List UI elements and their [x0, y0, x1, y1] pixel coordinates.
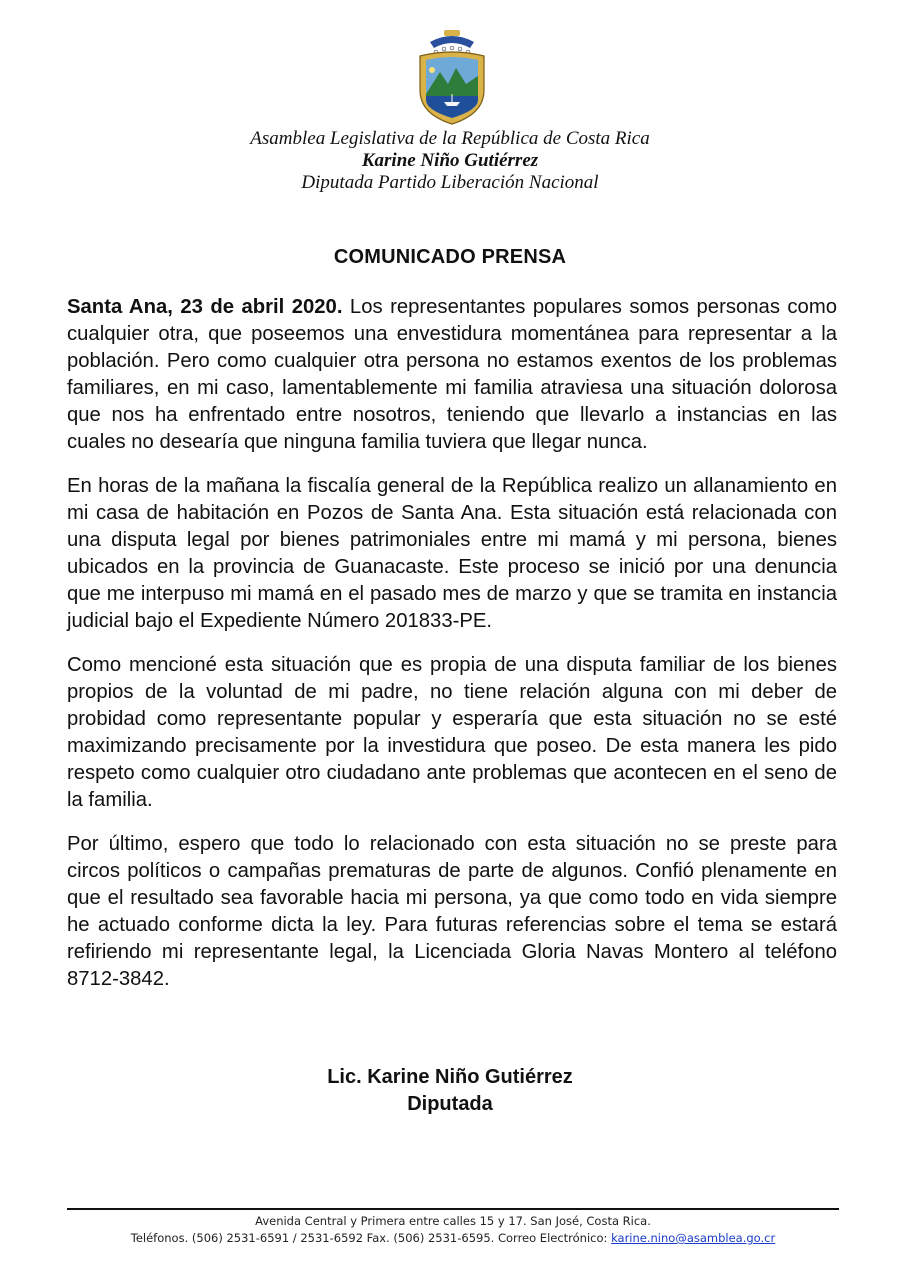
footer-contact: [67, 1230, 839, 1247]
date-lead: Santa Ana, 23 de abril 2020.: [67, 296, 343, 318]
footer-divider: [67, 1208, 839, 1210]
paragraph-2: En horas de la mañana la fiscalía general de la República realizo un allanamiento en mi casa de habitación en Pozos de Santa Ana. Esta situación está relacionada con una disputa legal por bienes patrimoniales entre mi mamá y mi persona, bienes ubicados en la provincia de Guanacaste. Este proceso se inició por una denuncia que me interpuso mi mamá en el pasado mes de marzo y que se tramita en instancia judicial bajo el Expediente Número 201833-PE.: [67, 475, 837, 632]
email-link[interactable]: karine.nino@asamblea.go.cr: [611, 1231, 776, 1245]
signature-block: [0, 1064, 900, 1118]
document-title: COMUNICADO PRENSA: [333, 246, 567, 268]
costa-rica-coat-of-arms-icon: [410, 28, 494, 126]
letterhead: [0, 128, 900, 194]
paragraph-1-text: Los representantes populares somos personas como cualquier otra, que poseemos una envestidura momentánea para representar a la población. Pero como cualquier otra persona no estamos exentos de los problemas familiares, en mi caso, lamentablemente mi familia atraviesa una situación dolorosa que nos ha enfrentado entre nosotros, teniendo que llevarlo a instancias en las cuales no desearía que ninguna familia tuviera que llegar nunca.: [67, 296, 837, 453]
signature-name: Lic. Karine Niño Gutiérrez: [327, 1066, 573, 1088]
footer-contact-text: Teléfonos. (506) 2531-6591 / 2531-6592 Fax. (506) 2531-6595. Correo Electrónico:: [130, 1231, 612, 1245]
institution-name: Asamblea Legislativa de la República de Costa Rica: [250, 128, 650, 149]
paragraph-4: Por último, espero que todo lo relacionado con esta situación no se preste para circos políticos o campañas prematuras de parte de algunos. Confió plenamente en que el resultado sea favorable hacia mi persona, ya que como todo en vida siempre he actuado conforme dicta la ley. Para futuras referencias sobre el tema se estará refiriendo mi representante legal, la Licenciada Gloria Navas Montero al teléfono 8712-3842.: [67, 833, 837, 990]
paragraph-1: [67, 294, 837, 456]
deputy-name: Karine Niño Gutiérrez: [361, 150, 539, 171]
footer: [67, 1213, 839, 1247]
paragraph-3: Como mencioné esta situación que es propia de una disputa familiar de los bienes propios de la voluntad de mi padre, no tiene relación alguna con mi deber de probidad como representante popular y esperaría que esta situación no se esté maximizando precisamente por la investidura que poseo. De esta manera les pido respeto como cualquier otro ciudadano ante problemas que acontecen en el seno de la familia.: [67, 654, 837, 811]
deputy-position: Diputada Partido Liberación Nacional: [301, 172, 599, 193]
document-body: [67, 294, 837, 1010]
signature-role: Diputada: [407, 1093, 493, 1115]
footer-address: Avenida Central y Primera entre calles 15 y 17. San José, Costa Rica.: [255, 1214, 651, 1228]
